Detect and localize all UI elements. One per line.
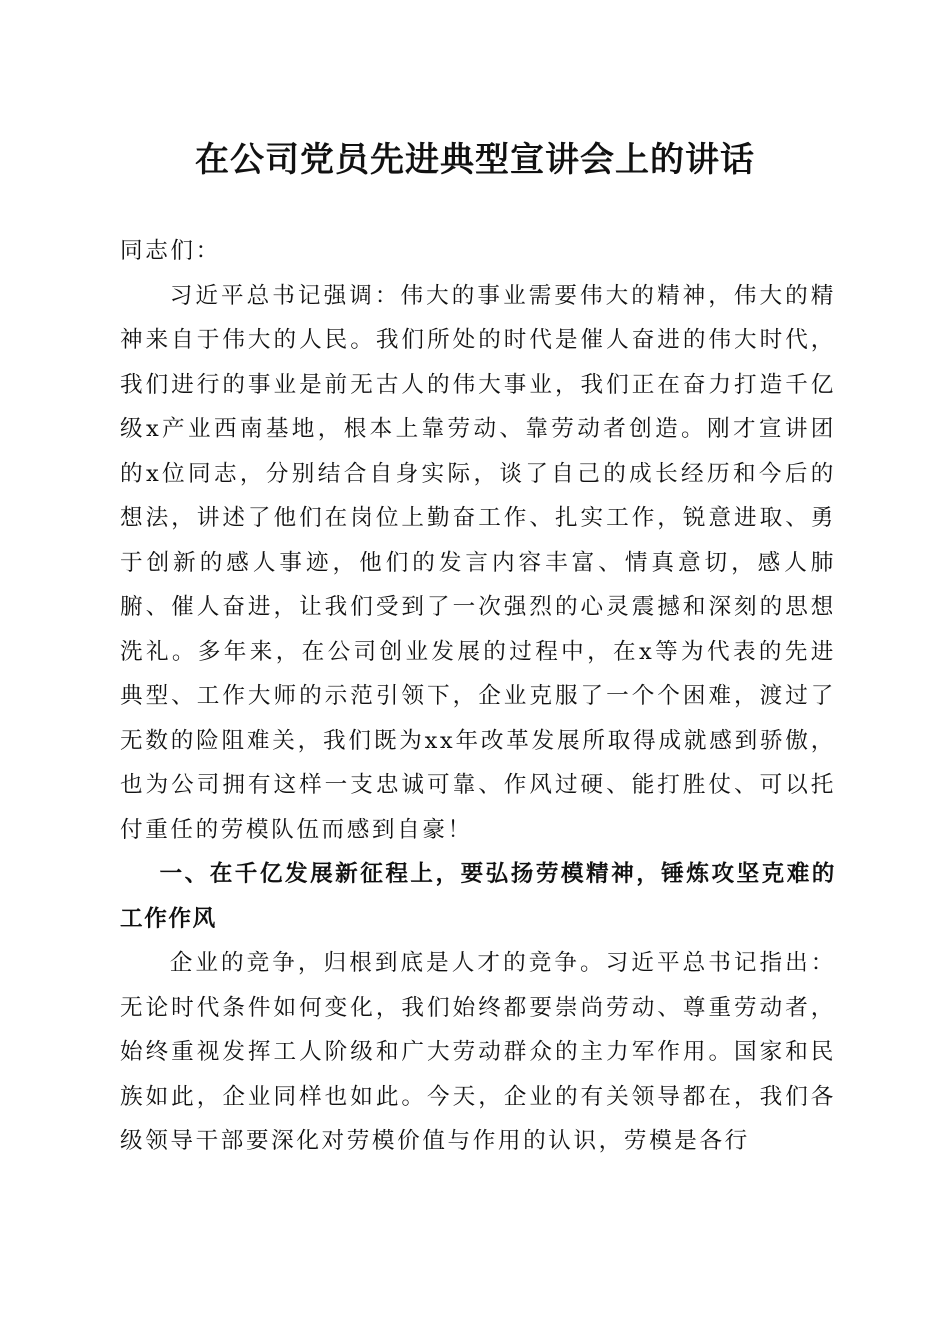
- paragraph-section-1: 企业的竞争，归根到底是人才的竞争。习近平总书记指出：无论时代条件如何变化，我们始终都要崇尚劳动、尊重劳动者，始终重视发挥工人阶级和广大劳动群众的主力军作用。国家和民族如此，企业同样也如此。今天，企业的有关领导都在，我们各级领导干部要深化对劳模价值与作用的认识，劳模是各行: [120, 950, 836, 1154]
- document-title: 在公司党员先进典型宣讲会上的讲话: [195, 140, 755, 180]
- salutation: 同志们：: [120, 238, 221, 264]
- document-body: [120, 229, 836, 1164]
- section-heading-1: 一、在千亿发展新征程上，要弘扬劳模精神，锤炼攻坚克难的工作作风: [120, 861, 836, 932]
- paragraph-intro: 习近平总书记强调：伟大的事业需要伟大的精神，伟大的精神来自于伟大的人民。我们所处的时代是催人奋进的伟大时代，我们进行的事业是前无古人的伟大事业，我们正在奋力打造千亿级x产业西南基地，根本上靠劳动、靠劳动者创造。刚才宣讲团的x位同志，分别结合自身实际，谈了自己的成长经历和今后的想法，讲述了他们在岗位上勤奋工作、扎实工作，锐意进取、勇于创新的感人事迹，他们的发言内容丰富、情真意切，感人肺腑、催人奋进，让我们受到了一次强烈的心灵震撼和深刻的思想洗礼。多年来，在公司创业发展的过程中，在x等为代表的先进典型、工作大师的示范引领下，企业克服了一个个困难，渡过了无数的险阻难关，我们既为xx年改革发展所取得成就感到骄傲，也为公司拥有这样一支忠诚可靠、作风过硬、能打胜仗、可以托付重任的劳模队伍而感到自豪！: [120, 282, 836, 843]
